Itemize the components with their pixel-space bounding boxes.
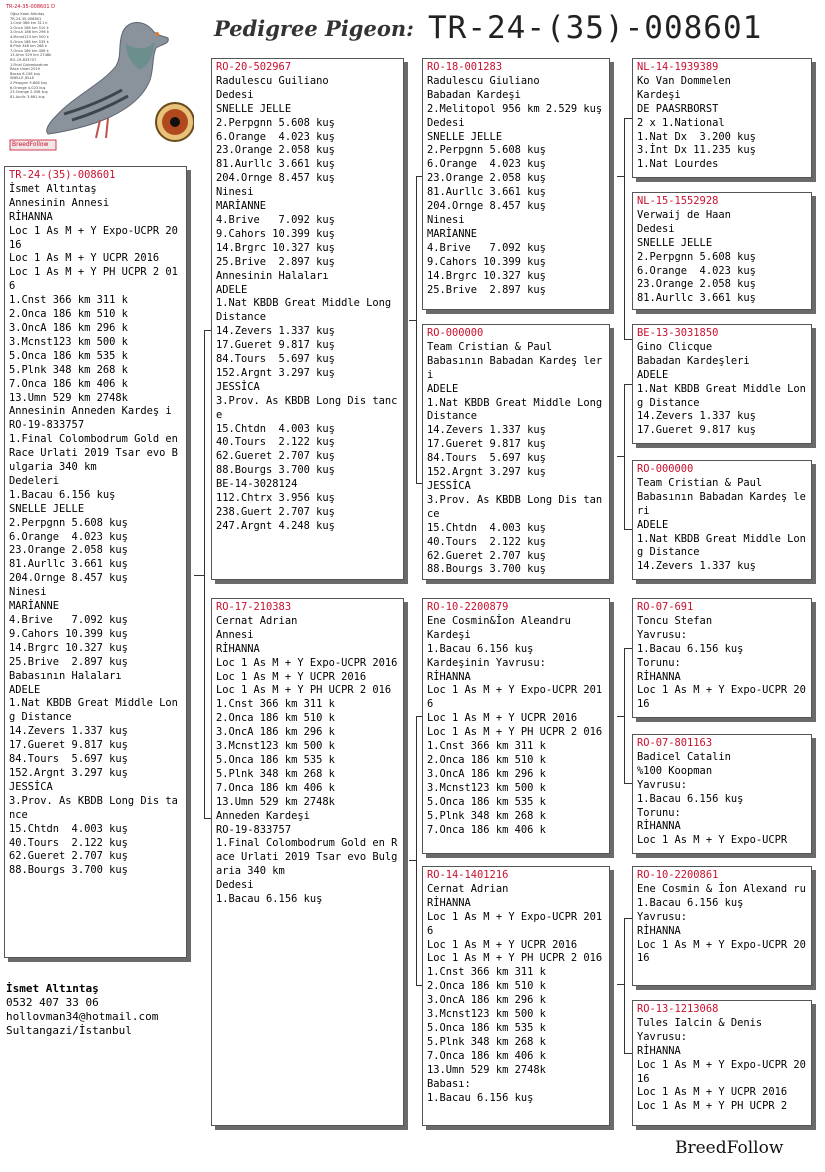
card-line: 3.Mcnst123 km 500 k <box>9 335 128 348</box>
card-ring: NL-15-1552928 <box>637 195 719 207</box>
card-line: 1.Final Colombodrum Gold en Race Urlati 2019 Tsar evo Bulgaria 340 km <box>216 837 398 878</box>
card-line: Kardeşi <box>637 88 681 101</box>
card-line: Gino Clicque <box>637 340 713 353</box>
card-line: 152.Argnt 3.297 kuş <box>9 766 128 779</box>
card-line: Annesi <box>216 628 254 641</box>
card-line: 1.Nat Dx 3.200 kuş <box>637 130 756 143</box>
connector-ss <box>617 176 624 177</box>
card-line: JESSİCA <box>216 380 260 393</box>
card-line: 14.Zevers 1.337 kuş <box>427 424 546 437</box>
card-line: 7.Onca 186 km 406 k <box>9 377 128 390</box>
card-line: 6.Orange 4.023 kuş <box>216 130 335 143</box>
card-line: 1.Cnst 366 km 311 k <box>9 294 128 307</box>
card-line: RİHANNA <box>637 1044 681 1057</box>
card-line: 238.Guert 2.707 kuş <box>216 506 335 518</box>
card-lines <box>427 75 605 298</box>
card-line: Cernat Adrian <box>427 882 509 895</box>
card-line: DE PAASRBORST <box>637 102 719 115</box>
card-line: Kardeşinin Yavrusu: <box>427 656 546 669</box>
card-line: 15.Chtdn 4.003 kuş <box>427 521 546 534</box>
card-line: 204.Ornge 8.457 kuş <box>9 572 128 585</box>
card-line: Cernat Adrian <box>216 614 298 627</box>
card-line: 23.Orange 2.058 kuş <box>427 172 546 185</box>
card-line: 14.Brgrc 10.327 kuş <box>9 641 128 654</box>
card-ring: NL-14-1939389 <box>637 61 719 73</box>
card-lines <box>637 477 807 574</box>
card-line: Loc 1 As M + Y PH UCPR 2 016 <box>216 684 392 697</box>
card-line: Babadan Kardeşleri <box>637 354 750 367</box>
card-line: 1.Bacau 6.156 kuş <box>9 488 116 501</box>
card-line: 2.Perpgnn 5.608 kuş <box>216 116 335 129</box>
owner-email[interactable]: hollovman34@hotmail.com <box>6 1010 159 1023</box>
card-line: Torunu: <box>637 656 681 669</box>
card-line: 1.Cnst 366 km 311 k <box>427 966 546 979</box>
card-line: 3.Mcnst123 km 500 k <box>216 740 335 753</box>
card-line: Loc 1 As M + Y Expo-UCPR <box>637 834 788 847</box>
card-dsd <box>632 734 812 854</box>
card-line: MARİANNE <box>427 227 478 240</box>
card-line: 25.Brive 2.897 kuş <box>9 655 128 668</box>
connector-ds <box>617 716 624 717</box>
photo-caption: TR-24-35-008601 D <box>6 4 55 10</box>
card-line: 1.Bacau 6.156 kuş <box>637 896 744 909</box>
card-line: MARİANNE <box>216 200 267 213</box>
card-ring: RO-14-1401216 <box>427 869 509 881</box>
card-line: Babasının Babadan Kardeş leri <box>427 354 603 381</box>
card-ddd <box>632 1000 812 1126</box>
main-ring-number: TR-24-(35)-008601 <box>428 10 763 46</box>
card-line: 1.Cnst 366 km 311 k <box>427 740 546 753</box>
card-ring: RO-07-691 <box>637 601 694 613</box>
card-line: 5.Onca 186 km 535 k <box>9 349 128 362</box>
card-line: Loc 1 As M + Y Expo-UCPR 2016 <box>427 684 603 711</box>
card-lines <box>216 615 399 907</box>
card-line: 7.Onca 186 km 406 k <box>427 823 546 836</box>
card-line: 17.Gueret 9.817 kuş <box>637 424 756 437</box>
pigeon-icon <box>4 4 194 154</box>
card-line: 14.Brgrc 10.327 kuş <box>427 269 546 282</box>
card-line: 2.Perpgnn 5.608 kuş <box>9 516 128 529</box>
card-ring: RO-000000 <box>637 463 694 475</box>
card-line: 3.Prov. As KBDB Long Dis tance <box>216 394 398 421</box>
card-line: 81.Aurllc 3.661 kuş <box>637 292 756 305</box>
card-line: SNELLE JELLE <box>9 502 85 515</box>
card-ssd <box>632 192 812 310</box>
card-line: 25.Brive 2.897 kuş <box>216 255 335 268</box>
card-sdd <box>632 460 812 580</box>
card-lines <box>9 182 185 878</box>
card-ring: RO-10-2200879 <box>427 601 509 613</box>
card-line: RİHANNA <box>427 670 471 683</box>
card-line: 204.Ornge 8.457 kuş <box>427 200 546 213</box>
card-line: MARİANNE <box>9 600 60 613</box>
card-sire-sire <box>422 58 610 310</box>
card-line: ADELE <box>427 382 459 395</box>
card-line: 40.Tours 2.122 kuş <box>216 436 335 449</box>
card-line: Yavrusu: <box>637 910 688 923</box>
card-line: 1.Nat KBDB Great Middle Long Distance <box>637 382 806 409</box>
card-line: Dedeleri <box>9 474 60 487</box>
card-line: 62.Gueret 2.707 kuş <box>216 450 335 463</box>
card-line: Loc 1 As M + Y PH UCPR 2 <box>637 1100 788 1113</box>
card-line: Yavrusu: <box>637 778 688 791</box>
card-line: Loc 1 As M + Y Expo-UCPR 2016 <box>637 684 806 711</box>
brand-logo: BreedFollow <box>675 1138 784 1158</box>
card-line: 152.Argnt 3.297 kuş <box>216 366 335 379</box>
pigeon-photo <box>4 4 194 154</box>
card-line: 1.Bacau 6.156 kuş <box>637 642 744 655</box>
card-line: Loc 1 As M + Y UCPR 2016 <box>637 1086 788 1099</box>
card-line: 2.Perpgnn 5.608 kuş <box>637 250 756 263</box>
card-line: Loc 1 As M + Y Expo-UCPR 2016 <box>637 1058 806 1085</box>
card-line: 23.Orange 2.058 kuş <box>637 278 756 291</box>
card-line: 1.Cnst 366 km 311 k <box>216 698 335 711</box>
card-line: Loc 1 As M + Y UCPR 2016 <box>427 712 578 725</box>
card-sire <box>211 58 404 580</box>
card-line: 204.Ornge 8.457 kuş <box>216 172 335 185</box>
connector-sd <box>617 456 624 457</box>
card-sss <box>632 58 812 178</box>
card-line: 5.Plnk 348 km 268 k <box>216 767 335 780</box>
card-line: 15.Chtdn 4.003 kuş <box>9 822 128 835</box>
card-ring: RO-000000 <box>427 327 484 339</box>
card-line: Ko Van Dommelen <box>637 74 731 87</box>
card-line: 88.Bourgs 3.700 kuş <box>427 563 546 576</box>
card-line: Dedesi <box>216 879 254 892</box>
card-ring: RO-07-801163 <box>637 737 713 749</box>
card-line: 3.OncA 186 km 296 k <box>427 767 546 780</box>
card-line: 4.Brive 7.092 kuş <box>427 241 546 254</box>
card-line: RO-19-833757 <box>216 823 292 836</box>
card-line: 14.Brgrc 10.327 kuş <box>216 241 335 254</box>
card-line: SNELLE JELLE <box>216 102 292 115</box>
card-line: Verwaij de Haan <box>637 208 731 221</box>
card-lines <box>427 615 605 838</box>
card-line: 5.Onca 186 km 535 k <box>427 1021 546 1034</box>
card-line: 9.Cahors 10.399 kuş <box>216 227 335 240</box>
card-line: Yavrusu: <box>637 628 688 641</box>
card-line: 14.Zevers 1.337 kuş <box>637 560 756 573</box>
card-line: 17.Gueret 9.817 kuş <box>216 339 335 352</box>
card-line: ADELE <box>637 518 669 531</box>
card-line: Loc 1 As M + Y UCPR 2016 <box>216 670 367 683</box>
card-line: BE-14-3028124 <box>216 478 298 491</box>
card-line: Team Cristian & Paul <box>427 340 553 353</box>
card-line: 1.Bacau 6.156 kuş <box>216 893 323 906</box>
card-sds <box>632 324 812 444</box>
card-line: 1.Nat KBDB Great Middle Long Distance <box>216 297 398 324</box>
card-line: ADELE <box>216 283 248 296</box>
card-line: 3.Mcnst123 km 500 k <box>427 1008 546 1021</box>
card-line: 62.Gueret 2.707 kuş <box>9 850 128 863</box>
card-line: 13.Umn 529 km 2748k <box>216 795 335 808</box>
card-line: 6.Orange 4.023 kuş <box>427 158 546 171</box>
card-line: 81.Aurllc 3.661 kuş <box>427 186 546 199</box>
card-line: 84.Tours 5.697 kuş <box>216 353 335 366</box>
photo-mini-text: Oğuz Kaan Altıntaş TR-24-35-008601 1.Cnst 366 km 311 k 2.Onca 186 km 510 k 3.OncA 186 km 296 k 4.Mcnst123 km 500 k 5.Onca 186 km 535 k 6.Plnk 348 km 268 k 7.Onca 186 km 406 k 13.Umn 529 km 2748k RO-19-833757 1.Final Colombodrum Race Urlati 2019 Bacau 6.156 kuş SNELLE JELLE 2.Perpgnn 5.608 kuş 6.Orange 4.023 kuş 23.Orange 2.058 kuş 81.Aurllc 3.661 kuş <box>10 12 52 99</box>
card-ring: TR-24-(35)-008601 <box>9 169 116 181</box>
card-line: Ninesi <box>216 186 254 199</box>
card-line: JESSİCA <box>427 479 471 492</box>
card-line: Ninesi <box>9 586 47 599</box>
card-line: 152.Argnt 3.297 kuş <box>427 466 546 479</box>
card-lines <box>637 883 807 966</box>
card-line: Team Cristian & Paul <box>637 476 763 489</box>
card-line: 2.Melitopol 956 km 2.529 kuş <box>427 102 603 115</box>
card-line: RİHANNA <box>637 924 681 937</box>
card-line: 3.İnt Dx 11.235 kuş <box>637 144 756 157</box>
connector-main <box>194 575 204 576</box>
card-line: 2.Onca 186 km 510 k <box>216 712 335 725</box>
photo-footer-mark: BreedFollow <box>12 141 49 148</box>
card-line: 2.Onca 186 km 510 k <box>427 753 546 766</box>
card-line: 2.Onca 186 km 510 k <box>9 308 128 321</box>
card-line: 9.Cahors 10.399 kuş <box>9 627 128 640</box>
card-line: 17.Gueret 9.817 kuş <box>427 438 546 451</box>
card-lines <box>427 340 609 577</box>
card-line: Kardeşi <box>427 628 471 641</box>
card-line: RİHANNA <box>427 896 471 909</box>
card-line: Loc 1 As M + Y Expo-UCPR 2016 <box>216 656 398 669</box>
card-line: ADELE <box>637 368 669 381</box>
card-line: Radulescu Giuliano <box>427 74 540 87</box>
card-line: 40.Tours 2.122 kuş <box>9 836 128 849</box>
card-line: 7.Onca 186 km 406 k <box>216 781 335 794</box>
card-line: 14.Zevers 1.337 kuş <box>216 325 335 338</box>
card-ring: RO-20-502967 <box>216 61 292 73</box>
card-dam <box>211 598 404 1126</box>
card-lines <box>637 1017 807 1114</box>
card-dam-sire <box>422 598 610 854</box>
card-lines <box>637 75 807 172</box>
card-line: 5.Plnk 348 km 268 k <box>427 1035 546 1048</box>
card-line: 2 x 1.National <box>637 116 725 129</box>
card-line: 6.Orange 4.023 kuş <box>637 264 756 277</box>
card-line: 1.Nat KBDB Great Middle Long Distance <box>9 697 178 724</box>
card-line: Babadan Kardeşi <box>427 88 521 101</box>
card-line: RO-19-833757 <box>9 419 85 432</box>
card-main-bird <box>4 166 187 958</box>
card-line: SNELLE JELLE <box>427 130 503 143</box>
card-line: Ene Cosmin & İon Alexand ru <box>637 882 806 895</box>
card-line: Babasının Babadan Kardeş leri <box>637 490 806 517</box>
card-line: 1.Nat KBDB Great Middle Long Distance <box>427 396 609 423</box>
card-line: 84.Tours 5.697 kuş <box>9 753 128 766</box>
card-line: Babası: <box>427 1077 471 1090</box>
card-line: Loc 1 As M + Y UCPR 2016 <box>9 252 160 265</box>
card-line: Loc 1 As M + Y Expo-UCPR 2016 <box>9 224 178 251</box>
card-line: Dedesi <box>216 88 254 101</box>
card-line: Annesinin Annesi <box>9 196 110 209</box>
card-line: 1.Nat KBDB Great Middle Long Distance <box>637 532 806 559</box>
card-lines <box>637 751 807 848</box>
card-line: Ninesi <box>427 213 465 226</box>
card-ring: RO-10-2200861 <box>637 869 719 881</box>
card-line: 4.Brive 7.092 kuş <box>9 614 128 626</box>
card-sire-dam <box>422 324 610 580</box>
card-line: Loc 1 As M + Y PH UCPR 2 016 <box>427 726 603 739</box>
card-line: 5.Plnk 348 km 268 k <box>9 363 128 376</box>
card-line: 5.Onca 186 km 535 k <box>216 753 335 766</box>
card-lines <box>637 341 807 438</box>
card-line: Anneden Kardeşi <box>216 809 310 822</box>
card-ring: RO-17-210383 <box>216 601 292 613</box>
card-dds <box>632 866 812 986</box>
card-line: 17.Gueret 9.817 kuş <box>9 739 128 752</box>
card-line: 3.OncA 186 km 296 k <box>9 321 128 334</box>
owner-phone: 0532 407 33 06 <box>6 996 99 1009</box>
card-line: Loc 1 As M + Y Expo-UCPR 2016 <box>427 910 603 937</box>
card-ring: BE-13-3031850 <box>637 327 719 339</box>
card-lines <box>637 615 807 712</box>
card-ring: RO-18-001283 <box>427 61 503 73</box>
card-line: 13.Umn 529 km 2748k <box>427 1063 546 1076</box>
card-line: 1.Final Colombodrum Gold en Race Urlati 2019 Tsar evo Bulgaria 340 km <box>9 433 185 474</box>
card-line: ADELE <box>9 683 41 696</box>
card-line: 6.Orange 4.023 kuş <box>9 530 128 543</box>
card-line: Radulescu Guiliano <box>216 74 329 87</box>
card-line: 3.Prov. As KBDB Long Dis tance <box>9 794 178 821</box>
card-line: %100 Koopman <box>637 764 713 777</box>
card-line: İsmet Altıntaş <box>9 182 97 195</box>
card-dss <box>632 598 812 718</box>
card-line: 3.OncA 186 km 296 k <box>216 726 335 739</box>
card-line: 25.Brive 2.897 kuş <box>427 283 546 296</box>
card-line: SNELLE JELLE <box>637 236 713 249</box>
card-line: 3.Mcnst123 km 500 k <box>427 781 546 794</box>
owner-name: İsmet Altıntaş <box>6 982 99 995</box>
card-line: Loc 1 As M + Y PH UCPR 2 016 <box>427 952 603 965</box>
card-lines <box>216 75 399 534</box>
card-line: Dedesi <box>637 222 675 235</box>
card-line: Loc 1 As M + Y UCPR 2016 <box>427 938 578 951</box>
card-line: 14.Zevers 1.337 kuş <box>9 725 128 738</box>
card-line: 4.Brive 7.092 kuş <box>216 213 335 226</box>
card-line: 3.Prov. As KBDB Long Dis tance <box>427 493 603 520</box>
card-line: 62.Gueret 2.707 kuş <box>427 549 546 562</box>
card-line: 1.Bacau 6.156 kuş <box>637 792 744 805</box>
card-line: 23.Orange 2.058 kuş <box>216 144 335 157</box>
card-line: Toncu Stefan <box>637 614 713 627</box>
card-line: Annesinin Halaları <box>216 269 329 282</box>
card-line: Loc 1 As M + Y PH UCPR 2 016 <box>9 266 178 293</box>
card-line: Yavrusu: <box>637 1030 688 1043</box>
card-ring: RO-13-1213068 <box>637 1003 719 1015</box>
card-line: RİHANNA <box>216 642 260 655</box>
card-line: Tules Ialcin & Denis <box>637 1016 763 1029</box>
card-lines <box>637 209 807 306</box>
card-line: Ene Cosmin&İon Aleandru <box>427 614 571 627</box>
card-line: 81.Aurllc 3.661 kuş <box>9 558 128 571</box>
card-line: Loc 1 As M + Y Expo-UCPR 2016 <box>637 938 806 965</box>
card-line: 5.Onca 186 km 535 k <box>427 795 546 808</box>
card-line: 1.Bacau 6.156 kuş <box>427 642 534 655</box>
card-line: 88.Bourgs 3.700 kuş <box>216 464 335 477</box>
card-line: Torunu: <box>637 806 681 819</box>
card-dam-dam <box>422 866 610 1126</box>
card-line: RİHANNA <box>637 820 681 833</box>
card-line: RİHANNA <box>9 210 53 223</box>
card-line: 81.Aurllc 3.661 kuş <box>216 158 335 171</box>
pedigree-label: Pedigree Pigeon: <box>214 16 414 41</box>
card-line: 1.Nat Lourdes <box>637 158 719 171</box>
connector-dd <box>617 984 624 985</box>
card-line: 84.Tours 5.697 kuş <box>427 452 546 465</box>
card-line: RİHANNA <box>637 670 681 683</box>
card-line: 1.Bacau 6.156 kuş <box>427 1091 534 1104</box>
card-line: 247.Argnt 4.248 kuş <box>216 519 335 532</box>
card-line: 112.Chtrx 3.956 kuş <box>216 492 335 505</box>
card-line: 9.Cahors 10.399 kuş <box>427 255 546 268</box>
card-line: 23.Orange 2.058 kuş <box>9 544 128 557</box>
card-line: 14.Zevers 1.337 kuş <box>637 410 756 423</box>
card-line: 7.Onca 186 km 406 k <box>427 1049 546 1062</box>
card-line: 2.Onca 186 km 510 k <box>427 980 546 993</box>
card-line: Dedesi <box>427 116 465 129</box>
owner-contact <box>6 982 158 1038</box>
card-line: 2.Perpgnn 5.608 kuş <box>427 144 546 157</box>
card-line: 15.Chtdn 4.003 kuş <box>216 422 335 435</box>
card-line: Babasının Halaları <box>9 669 122 682</box>
card-lines <box>427 883 605 1106</box>
owner-location: Sultangazi/İstanbul <box>6 1024 132 1037</box>
card-line: 5.Plnk 348 km 268 k <box>427 809 546 822</box>
card-line: Badicel Catalin <box>637 750 731 763</box>
card-line: Annesinin Anneden Kardeş i <box>9 405 172 418</box>
card-line: 40.Tours 2.122 kuş <box>427 535 546 548</box>
card-line: JESSİCA <box>9 780 53 793</box>
card-line: 13.Umn 529 km 2748k <box>9 391 128 404</box>
card-line: 88.Bourgs 3.700 kuş <box>9 864 128 877</box>
card-line: 3.OncA 186 km 296 k <box>427 994 546 1007</box>
